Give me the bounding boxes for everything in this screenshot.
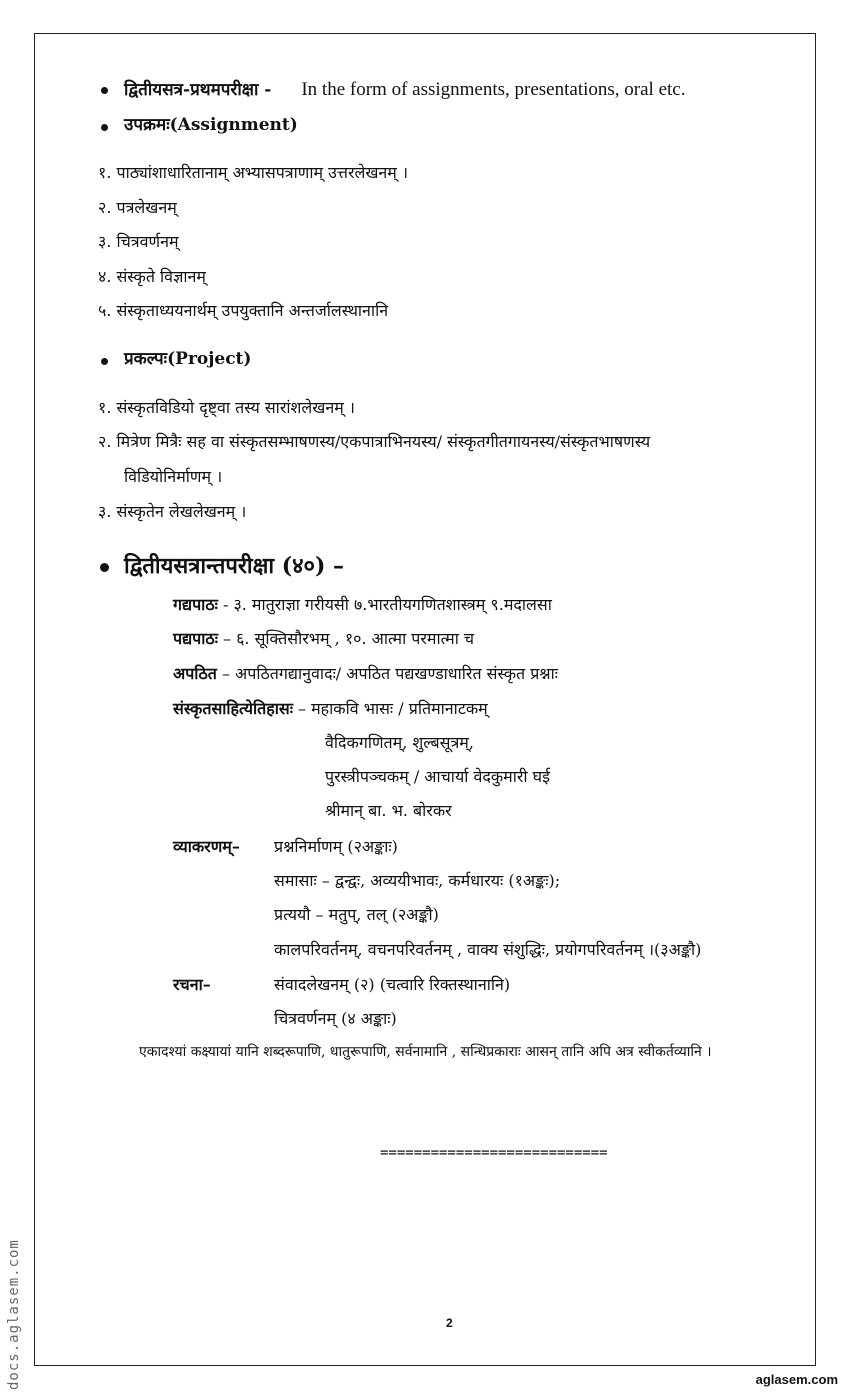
section1-heading (124, 80, 685, 99)
sahitya-label: संस्कृतसाहित्येतिहासः (173, 699, 293, 718)
side-watermark: docs.aglasem.com (6, 1239, 22, 1390)
assignment-item-2: २. पत्रलेखनम् (98, 198, 177, 217)
project-item-3: ३. संस्कृतेन लेखलेखनम् । (98, 502, 247, 521)
project-item-2-line2: विडियोनिर्माणम् । (124, 467, 223, 486)
vyakaran-line-1: प्रश्ननिर्माणम् (२अङ्काः) (274, 837, 398, 856)
padya-text: – ६. सूक्तिसौरभम् , १०. आत्मा परमात्मा च (217, 629, 475, 648)
apathit-row (173, 666, 558, 682)
sahitya-row (173, 701, 488, 717)
bullet-assignment (101, 124, 108, 131)
rachana-label: रचना– (173, 975, 211, 994)
assignment-item-4: ४. संस्कृते विज्ञानम् (98, 267, 206, 286)
assignment-item-1: १. पाठ्यांशाधारितानाम् अभ्यासपत्राणाम् उत्तरलेखनम् । (98, 163, 409, 182)
vyakaran-line-3: प्रत्ययौ – मतुप्, तल् (२अङ्कौ) (274, 905, 439, 924)
apathit-label: अपठित (173, 664, 217, 683)
separator-line: =========================== (380, 1145, 608, 1161)
gadya-row (173, 597, 552, 613)
vyakaran-line-2: समासाः – द्वन्द्वः, अव्ययीभावः, कर्मधारयः (१अङ्कः); (274, 871, 561, 890)
project-item-1: १. संस्कृतविडियो दृष्ट्वा तस्य सारांशलेखनम् । (98, 398, 355, 417)
bullet-section1 (101, 87, 108, 94)
rachana-line-1: संवादलेखनम् (२) (चत्वारि रिक्तस्थानानि) (274, 975, 511, 994)
brand-link[interactable]: aglasem.com (755, 1372, 838, 1387)
assignment-item-3: ३. चित्रवर्णनम् (98, 232, 179, 251)
page-number: 2 (446, 1316, 453, 1330)
section1-note: In the form of assignments, presentations, oral etc. (301, 79, 686, 100)
padya-row (173, 631, 474, 647)
assignment-item-5: ५. संस्कृताध्ययनार्थम् उपयुक्तानि अन्तर्जालस्थानानि (98, 301, 389, 320)
section1-title: द्वितीयसत्र-प्रथमपरीक्षा - (124, 80, 272, 100)
rachana-line-2: चित्रवर्णनम् (४ अङ्काः) (274, 1009, 397, 1028)
sahitya-text-3: पुरस्त्रीपञ्चकम् / आचार्या वेदकुमारी घई (325, 767, 550, 786)
apathit-text: – अपठितगद्यानुवादः/ अपठित पद्यखण्डाधारित संस्कृत प्रश्नाः (216, 664, 558, 683)
sahitya-text-1: – महाकवि भासः / प्रतिमानाटकम् (292, 699, 488, 718)
gadya-text: - ३. मातुराज्ञा गरीयसी ७.भारतीयगणितशास्त्रम् ९.मदालसा (217, 595, 552, 614)
gadya-label: गद्यपाठः (173, 595, 218, 614)
final-exam-heading: द्वितीयसत्रान्तपरीक्षा (४०) – (124, 553, 345, 579)
project-item-2-line1: २. मित्रेण मित्रैः सह वा संस्कृतसम्भाषणस्य/एकपात्राभिनयस्य/ संस्कृतगीतगायनस्य/संस्कृतभाषणस्य (98, 432, 651, 451)
sahitya-text-4: श्रीमान् बा. भ. बोरकर (325, 801, 452, 820)
padya-label: पद्यपाठः (173, 629, 218, 648)
assignment-heading: उपक्रमः(Assignment) (124, 115, 298, 135)
vyakaran-line-4: कालपरिवर्तनम्, वचनपरिवर्तनम् , वाक्य संशुद्धिः, प्रयोगपरिवर्तनम् ।(३अङ्कौ) (274, 940, 702, 959)
bullet-project (101, 358, 108, 365)
sahitya-text-2: वैदिकगणितम्, शुल्बसूत्रम्, (325, 733, 474, 752)
footnote: एकादश्यां कक्ष्यायां यानि शब्दरूपाणि, धातुरूपाणि, सर्वनामानि , सन्धिप्रकाराः आसन् तानि अपि अत्र स्वीकर्तव्यानि । (139, 1044, 712, 1060)
vyakaran-label: व्याकरणम्– (173, 837, 240, 856)
bullet-final-exam (100, 563, 109, 572)
project-heading: प्रकल्पः(Project) (124, 349, 252, 369)
